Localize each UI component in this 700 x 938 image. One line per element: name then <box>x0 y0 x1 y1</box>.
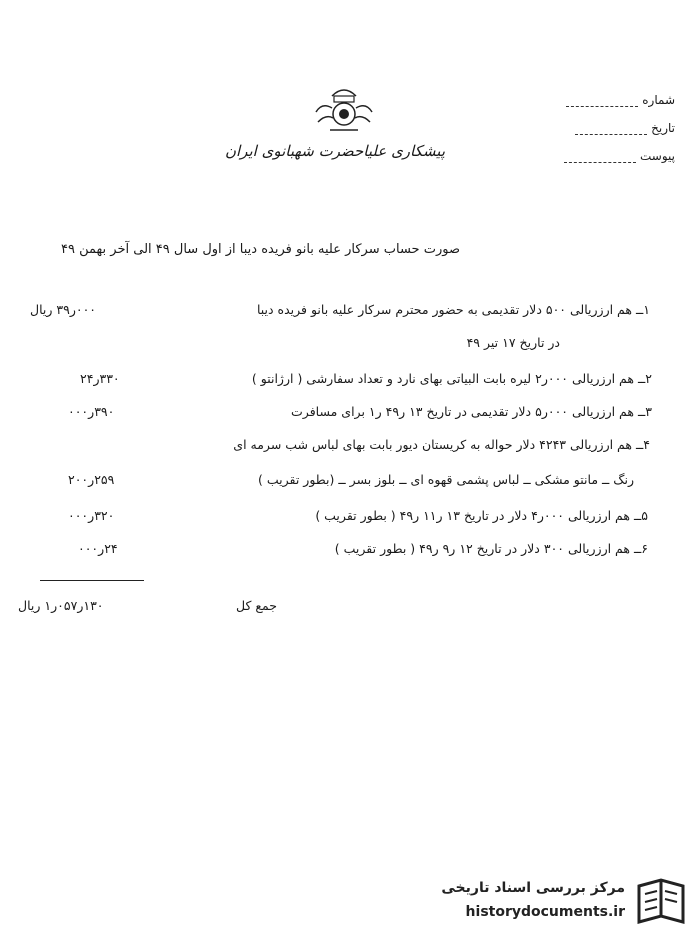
ref-number-blank <box>566 94 638 107</box>
line-item-description: ۲ــ هم ارزریالی ۰۰۰ر۲ لیره بابت البیاتی بهای نارد و تعداد سفارشی ( ارژانتو ) <box>251 371 652 386</box>
line-item-amount: ۳۲۰ر۰۰۰ <box>68 508 115 523</box>
line-item-description: ۵ــ هم ارزریالی ۰۰۰ر۴ دلار در تاریخ ۱۳ ر۱۱ ر۴۹ ( بطور تقریب ) <box>315 508 648 523</box>
ref-attachment-blank <box>564 150 636 163</box>
line-item-description: رنگ ــ مانتو مشکی ــ لباس پشمی قهوه ای ــ بلوز بسر ــ (بطور تقریب ) <box>258 472 634 487</box>
line-item-amount: ۰۰۰ر۳۹ ریال <box>30 302 97 317</box>
ref-attachment-line <box>515 142 675 170</box>
line-item-description: ۴ــ هم ارزریالی ۴۲۴۳ دلار حواله به کریستان دیور بابت بهای لباس شب سرمه ای <box>233 437 650 452</box>
watermark-title: مرکز بررسی اسناد تاریخی <box>441 880 625 896</box>
ref-date-blank <box>575 122 647 135</box>
organization-name: پیشکاری علیاحضرت شهبانوی ایران <box>225 142 445 160</box>
ref-date-label: تاریخ <box>651 121 675 135</box>
total-label: جمع کل <box>236 598 277 613</box>
line-item-amount: ۳۹۰ر۰۰۰ <box>68 404 115 419</box>
line-item-description: در تاریخ ۱۷ تیر ۴۹ <box>466 335 560 350</box>
line-item <box>78 541 648 563</box>
line-item <box>68 404 652 426</box>
line-item-description: ۶ــ هم ارزریالی ۳۰۰ دلار در تاریخ ۱۲ ر۹ ر۴۹ ( بطور تقریب ) <box>334 541 648 556</box>
ref-attachment-label: پیوست <box>640 149 675 163</box>
total-amount: ۱۳۰ر۰۵۷ر۱ ریال <box>18 598 104 613</box>
document-title: صورت حساب سرکار علیه بانو فریده دیبا از اول سال ۴۹ الی آخر بهمن ۴۹ <box>61 242 460 257</box>
sum-divider <box>40 580 144 581</box>
ref-number-label: شماره <box>642 93 675 107</box>
line-item <box>30 302 650 324</box>
reference-fields <box>515 86 675 170</box>
line-item <box>68 508 648 530</box>
crest-emblem-icon <box>312 84 376 134</box>
line-item-description: ۱ــ هم ارزریالی ۵۰۰ دلار تقدیمی به حضور محترم سرکار علیه بانو فریده دیبا <box>256 302 650 317</box>
watermark-url: historydocuments.ir <box>465 904 625 920</box>
line-item-amount: ۳۳۰ر۲۴ <box>80 371 120 386</box>
line-item-amount: ۲۴ر۰۰۰ <box>78 541 118 556</box>
ref-number-line <box>515 86 675 114</box>
book-icon <box>633 876 689 928</box>
ref-date-line <box>515 114 675 142</box>
line-item <box>80 371 652 393</box>
line-item-description: ۳ــ هم ارزریالی ۰۰۰ر۵ دلار تقدیمی در تاریخ ۱۳ ر۴۹ ر۱ برای مسافرت <box>291 404 652 419</box>
line-item-amount: ۲۵۹ر۲۰۰ <box>68 472 115 487</box>
line-item <box>68 472 634 494</box>
line-item <box>30 335 560 357</box>
line-item <box>30 437 650 459</box>
